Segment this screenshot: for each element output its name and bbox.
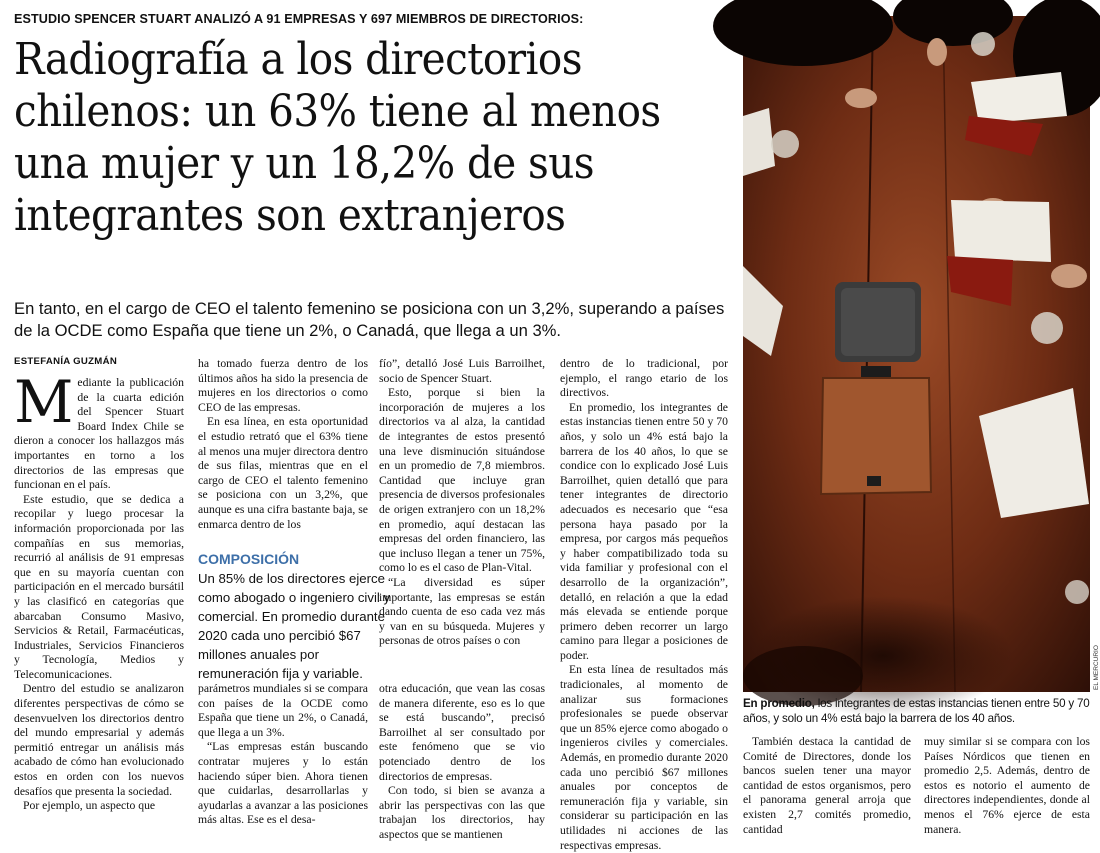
paragraph: Con todo, si bien se avanza a abrir las perspectivas con las que trabajan los directorios, hay aspectos que se mantienen: [379, 784, 545, 841]
paragraph: muy similar si se compara con los Países Nórdicos que tienen en promedio 2,5. Además, dentro de estos es notorio el aumento de directores independientes, donde al menos el 76% ejerce de esta manera.: [924, 735, 1090, 836]
photo-caption: [743, 696, 1093, 726]
paragraph: “La diversidad es súper importante, las empresas se están dando cuenta de eso cada vez más y van en su búsqueda. Mujeres y personas de otros países o con: [379, 575, 545, 648]
article-column-2-bottom: [198, 682, 368, 836]
headline: [14, 34, 676, 242]
paragraph: dentro de lo tradicional, por ejemplo, el rango etario de los directivos.: [560, 357, 728, 400]
headline-line: chilenos: un 63% tiene al menos: [14, 86, 661, 137]
deck-line: de la OCDE como España que tiene un 2%, o Canadá, que llega a un 3%.: [14, 321, 562, 340]
article-column-4: [560, 357, 728, 852]
article-column-1: [14, 368, 184, 836]
caption-lead: En promedio,: [743, 697, 815, 710]
paragraph: “Las empresas están buscando contratar mujeres y lo están haciendo súper bien. Ahora tienen que cuidarlas, desarrollarlas y ayudarlas a avanzar a las posiciones más altas. Ese es el desa-: [198, 740, 368, 827]
paragraph: También destaca la cantidad de Comité de Directores, donde los bancos suelen tener una mayor cantidad de estos organismos, pero el panorama general arroja que existen 2,7 comités promedio, cantidad: [743, 735, 911, 836]
box-text: Un 85% de los directores ejerce como abogado o ingeniero civil y comercial. En promedio durante 2020 cada uno percibió $67 millones anuales por remuneración fija y variable.: [198, 571, 391, 681]
highlight-box: [198, 548, 398, 681]
boardroom-table-image: [743, 16, 1090, 692]
paragraph: parámetros mundiales si se compara con países de la OCDE como España que tiene un 2%, o Canadá, que llega a un 3%.: [198, 682, 368, 739]
deck: [14, 298, 734, 342]
headline-line: Radiografía a los directorios: [14, 34, 582, 85]
byline: ESTEFANÍA GUZMÁN: [14, 356, 118, 367]
paragraph: En esa línea, en esta oportunidad el estudio retrató que el 63% tiene al menos una mujer directora dentro de sus filas, mientras que en el cargo de CEO el talento femenino se posiciona con un 3,2%, que aunque es una cifra bastante baja, se enmarca dentro de los: [198, 415, 368, 531]
caption-text: los integrantes de estas instancias tienen entre 50 y 70 años, y solo un 4% está bajo la barrera de los 40 años.: [743, 697, 1090, 725]
deck-line: En tanto, en el cargo de CEO el talento femenino se posiciona con un 3,2%, superando a países: [14, 299, 725, 318]
paragraph: Por ejemplo, un aspecto que: [23, 799, 156, 813]
box-title: COMPOSICIÓN: [198, 551, 300, 567]
paragraph: fío”, detalló José Luis Barroilhet, socio de Spencer Stuart.: [379, 357, 545, 385]
boardroom-photo: [743, 16, 1090, 692]
article-column-2-top: [198, 357, 368, 547]
paragraph: En esta línea de resultados más tradicionales, al momento de analizar sus formaciones profesionales se puede observar que un 85% ejerce como abogado o ingenieros civiles y comerciales. Además, en promedio durante 2020 cada uno percibió $67 millones anuales por conceptos de remuneración fija y variable, sin considerar su participación en las utilidades ni acciones de las respectivas empresas.: [560, 663, 728, 852]
headline-line: integrantes son extranjeros: [14, 190, 566, 241]
paragraph: Esto, porque si bien la incorporación de mujeres a los directorios va al alza, la cantidad de integrantes de estos presentó una leve disminución situándose en un promedio de 7,8 miembros. Cantidad que incluye gran presencia de diversos profesionales de origen extranjero con un 18,2% en promedio, aquí destacan las empresas del orden financiero, las que incluso llegan a tener un 75%, como lo es el caso de Plan-Vital.: [379, 386, 545, 575]
paragraph: Mediante la publicación de la cuarta edición del Spencer Stuart Board Index Chile se dieron a conocer los hallazgos más importantes en torno a los directorios de las empresas que funcionan en el país.: [14, 368, 184, 492]
paragraph: otra educación, que vean las cosas de manera diferente, eso es lo que se está buscando”, precisó Barroilhet al ser consultado por este fenómeno que se vio potenciado dentro de los directorios de empresas.: [379, 682, 545, 783]
kicker: ESTUDIO SPENCER STUART ANALIZÓ A 91 EMPRESAS Y 697 MIEMBROS DE DIRECTORIOS:: [14, 12, 584, 26]
article-column-5: [743, 735, 911, 836]
paragraph: En promedio, los integrantes de estas instancias tienen entre 50 y 70 años, y solo un 4% está bajo la barrera de los 40 años, lo que se condice con lo explicado José Luis Barroilhet, quien detalló que para tener integrantes de directorio adecuados es necesario que “esa persona haya pasado por la empresa, por cargos más pequeños y haber compatibilizado toda su vida familiar y profesional con el desarrollo de la organización”, detalló, en relación a que la edad más elevada se entiende porque primero deben recorrer un largo camino para llegar a posiciones de poder.: [560, 400, 728, 662]
article-column-3-bottom: [379, 682, 545, 841]
dropcap: M: [14, 368, 74, 436]
article-column-3-top: [379, 357, 545, 677]
paragraph: Dentro del estudio se analizaron diferentes perspectivas de cómo se desenvuelven los directorios dentro del mundo empresarial y además permitió entregar un análisis más acabado de cómo han evolucionado estos en orden con los nuevos desafíos que presenta la sociedad.: [14, 682, 184, 798]
headline-line: una mujer y un 18,2% de sus: [14, 138, 594, 189]
paragraph: Este estudio, que se dedica a recopilar y luego procesar la información proporcionada por las compañías en sus memorias, recurrió al análisis de 91 empresas que en su mayoría cuentan con participación en el mercado bursátil y las clasificó en categorías que abarcaban Consumo Masivo, Servicios & Retail, Farmacéuticas, Industriales, Servicios Financieros y Tecnología, Medios y Telecomunicaciones.: [14, 492, 184, 681]
photo-credit: EL MERCURIO: [1093, 645, 1100, 690]
article-column-6: [924, 735, 1090, 836]
paragraph: ha tomado fuerza dentro de los últimos años ha sido la presencia de mujeres en los directorios o como CEO de las empresas.: [198, 357, 368, 414]
